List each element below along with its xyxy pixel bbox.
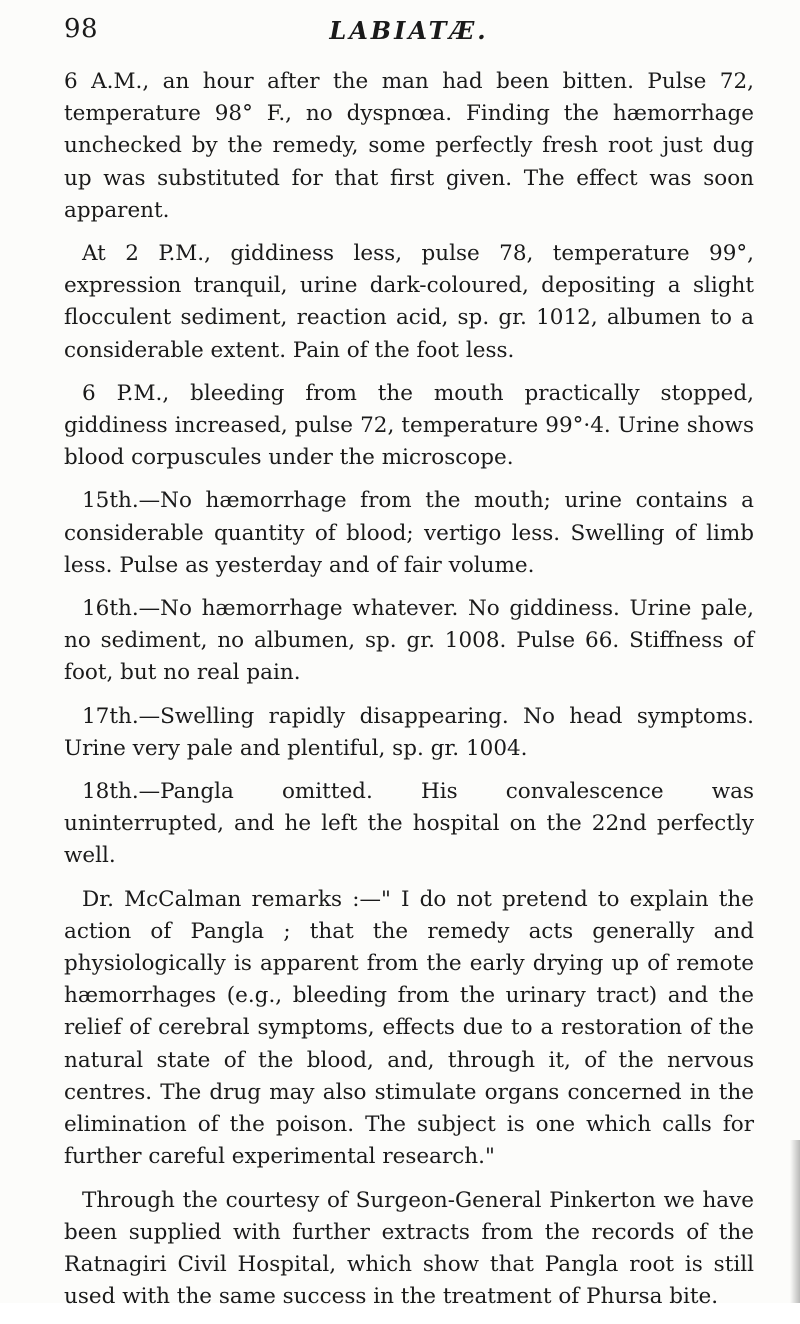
paragraph-17th: 17th.—Swelling rapidly disappearing. No head symptoms. Urine very pale and plentiful, sp. gr. 1004. (64, 703, 754, 761)
page-edge-shadow (790, 1140, 800, 1303)
paragraph-18th: 18th.—Pangla omitted. His convalescence was uninterrupted, and he left the hospital on the 22nd perfectly well. (64, 779, 754, 869)
page-header (64, 14, 754, 54)
paragraph-pinkerton: Through the courtesy of Surgeon-General Pinkerton we have been supplied with further extracts from the records of the Ratnagiri Civil Hospital, which show that Pangla root is still used with the same success in the treatment of Phursa bite. (64, 1187, 754, 1310)
paragraph-6am: 6 A.M., an hour after the man had been bitten. Pulse 72, temperature 98° F., no dyspnœa. Finding the hæmorrhage unchecked by the remedy, some perfectly fresh root just dug up was substituted for that first given. The effect was soon apparent. (64, 69, 754, 223)
paragraph-6pm: 6 P.M., bleeding from the mouth practically stopped, giddiness increased, pulse 72, temperature 99°·4. Urine shows blood corpuscules under the microscope. (64, 380, 754, 471)
paragraph-mccalman-remarks: Dr. McCalman remarks :—" I do not pretend to explain the action of Pangla ; that the remedy acts generally and physiologically is apparent from the early drying up of remote hæmorrhages (e.g., bleeding from the urinary tract) and the relief of cerebral symptoms, effects due to a restoration of the natural state of the blood, and, through it, of the nervous centres. The drug may also stimulate organs concerned in the elimination of the poison. The subject is one which calls for further careful experimental research." (64, 886, 754, 1170)
paragraph-16th: 16th.—No hæmorrhage whatever. No giddiness. Urine pale, no sediment, no albumen, sp. gr. 1008. Pulse 66. Stiffness of foot, but no real pain. (64, 596, 754, 686)
running-head: LABIATÆ. (329, 16, 489, 45)
page-number: 98 (64, 14, 99, 44)
paragraph-2pm: At 2 P.M., giddiness less, pulse 78, temperature 99°, expression tranquil, urine dark-coloured, depositing a slight flocculent sediment, reaction acid, sp. gr. 1012, albumen to a considerable extent. Pain of the foot less. (64, 241, 754, 363)
paragraph-15th: 15th.—No hæmorrhage from the mouth; urine contains a considerable quantity of blood; vertigo less. Swelling of limb less. Pulse as yesterday and of fair volume. (64, 488, 754, 578)
body-text (64, 66, 754, 1324)
